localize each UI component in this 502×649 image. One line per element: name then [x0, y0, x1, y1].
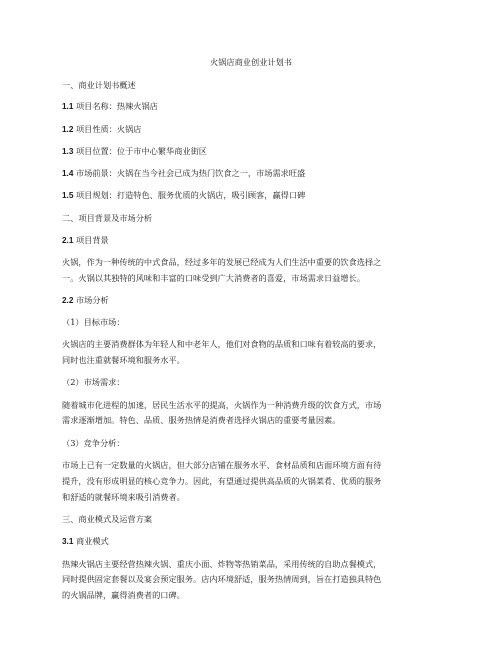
- subsection-number: 2.1: [62, 236, 74, 245]
- item-1-4: [62, 168, 305, 179]
- item-text: 项目性质：火锅店: [73, 124, 142, 134]
- subsection-title: 商业模式: [73, 536, 109, 546]
- item-text: 项目规划：打造特色、服务优质的火锅店，吸引顾客，赢得口碑: [73, 190, 306, 200]
- item-number: 1.4: [62, 169, 74, 178]
- item-number: 1.2: [62, 125, 74, 134]
- item-1-2: [62, 124, 142, 135]
- market-demand-label: （2）市场需求：: [62, 377, 125, 387]
- section-3-heading: 三、商业模式及运营方案: [62, 514, 153, 524]
- subsection-number: 2.2: [62, 296, 74, 305]
- item-text: 项目名称：热辣火锅店: [73, 101, 158, 111]
- paragraph-line: 一。火锅以其独特的风味和丰富的口味受到广大消费者的喜爱，市场需求日益增长。: [62, 273, 365, 283]
- section-2-heading: 二、项目背景及市场分析: [62, 213, 153, 223]
- item-number: 1.1: [62, 102, 74, 111]
- paragraph-line: 和舒适的就餐环境来吸引消费者。: [62, 492, 185, 502]
- target-market-label: （1）目标市场：: [62, 317, 125, 327]
- paragraph-line: 热辣火锅店主要经营热辣火锅、重庆小面、炸物等热销菜品，采用传统的自助点餐模式，: [62, 559, 382, 569]
- paragraph-line: 提升，没有形成明显的核心竞争力。因此，有望通过提供高品质的火锅菜肴、优质的服务: [62, 476, 382, 486]
- section-1-heading: 一、商业计划书概述: [62, 80, 136, 90]
- subsection-2-1-heading: [62, 235, 109, 246]
- item-text: 项目位置：位于市中心繁华商业街区: [73, 146, 207, 156]
- item-number: 1.3: [62, 147, 74, 156]
- document-title: 火锅店商业创业计划书: [210, 57, 292, 67]
- competition-label: （3）竞争分析：: [62, 438, 125, 448]
- item-1-5: [62, 190, 305, 201]
- paragraph-line: 市场上已有一定数量的火锅店，但大部分店铺在服务水平、食材品质和店面环境方面有待: [62, 460, 382, 470]
- paragraph-line: 需求逐渐增加。特色、品质、服务热情是消费者选择火锅店的重要考量因素。: [62, 415, 341, 425]
- paragraph-line: 火锅，作为一种传统的中式食品，经过多年的发展已经成为人们生活中重要的饮食选择之: [62, 257, 382, 267]
- paragraph-line: 火锅店的主要消费群体为年轻人和中老年人，他们对食物的品质和口味有着较高的要求，: [62, 339, 382, 349]
- item-1-1: [62, 101, 158, 112]
- paragraph-line: 同时提供固定套餐以及宴会预定服务。店内环境舒适，服务热情周到，旨在打造独具特色: [62, 574, 382, 584]
- subsection-2-2-heading: [62, 295, 109, 306]
- item-1-3: [62, 146, 207, 157]
- paragraph-line: 同时也注重就餐环境和服务水平。: [62, 355, 185, 365]
- item-text: 市场前景：火锅在当今社会已成为热门饮食之一，市场需求旺盛: [73, 168, 306, 178]
- subsection-title: 项目背景: [73, 235, 109, 245]
- subsection-title: 市场分析: [73, 295, 109, 305]
- paragraph-line: 的火锅品牌，赢得消费者的口碑。: [62, 590, 185, 600]
- subsection-3-1-heading: [62, 536, 109, 547]
- subsection-number: 3.1: [62, 537, 74, 546]
- item-number: 1.5: [62, 191, 74, 200]
- paragraph-line: 随着城市化进程的加速，居民生活水平的提高，火锅作为一种消费升级的饮食方式，市场: [62, 400, 382, 410]
